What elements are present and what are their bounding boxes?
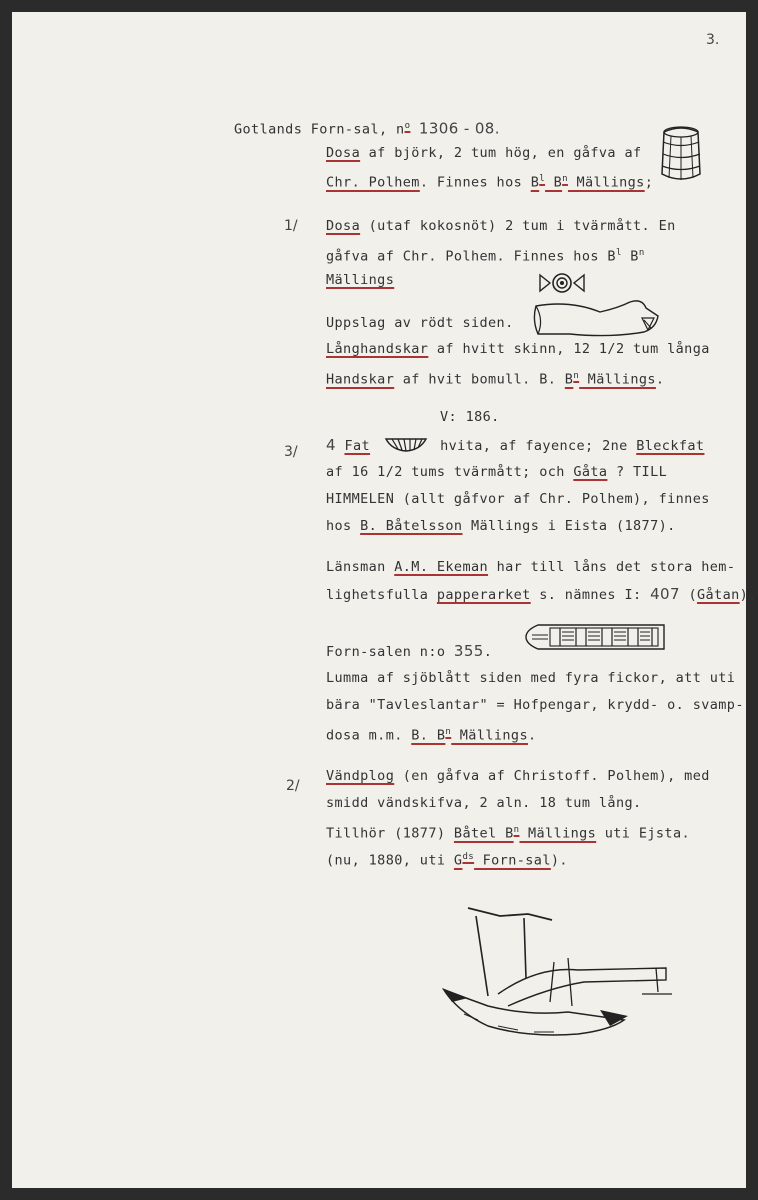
text-line: Vändplog (en gåfva af Christoff. Polhem), med xyxy=(326,768,710,784)
text-line: Chr. Polhem. Finnes hos $B^l$ $B^n$ Mällings; xyxy=(326,174,654,191)
purse-sketch xyxy=(524,622,668,652)
text-line: HIMMELEN (allt gåfvor af Chr. Polhem), finnes xyxy=(326,491,710,507)
catalogue-number: 1306 - 08. xyxy=(418,119,500,138)
barrel-box-sketch xyxy=(658,124,704,184)
item-marker-1: 1/ xyxy=(284,218,298,234)
document-page xyxy=(12,12,757,1188)
text-line: (nu, 1880, uti $G^{ds}$ Forn-sal). xyxy=(326,852,568,869)
item-marker-3: 3/ xyxy=(284,444,298,460)
text-line: Uppslag av rödt siden. xyxy=(326,315,514,331)
text-line: hos B. Båtelsson Mällings i Eista (1877). xyxy=(326,518,676,534)
text-line: Handskar af hvit bomull. B. $B^n$ Mällings. xyxy=(326,371,665,388)
text-line: af 16 1/2 tums tvärmått; och Gåta ? TILL xyxy=(326,464,668,480)
text-line: Långhandskar af hvitt skinn, 12 1/2 tum långa xyxy=(326,341,710,357)
text-line: gåfva af Chr. Polhem. Finnes hos $B^l$ $B^n$ xyxy=(326,248,645,265)
text-line: Mällings xyxy=(326,272,395,288)
bowl-sketch xyxy=(384,436,428,454)
glove-sketch xyxy=(530,298,662,342)
text-line: Dosa af björk, 2 tum hög, en gåfva af xyxy=(326,145,642,161)
text-line: Länsman A.M. Ekeman har till låns det stora hem- xyxy=(326,559,736,575)
text-line: Dosa (utaf kokosnöt) 2 tum i tvärmått. En xyxy=(326,218,676,234)
text-line: dosa m.m. B. $B^n$ Mällings. xyxy=(326,727,537,744)
page-number: 3. xyxy=(706,32,720,48)
text-line: Forn-salen n:o 355. xyxy=(326,642,493,660)
plough-sketch xyxy=(428,902,678,1042)
text-line: Tillhör (1877) Båtel $B^n$ Mällings uti Ejsta. xyxy=(326,825,691,842)
text-line: V: 186. xyxy=(440,409,500,425)
collection-heading: Gotlands Forn-sal, $n^o$ 1306 - 08. xyxy=(234,119,500,138)
item-marker-2: 2/ xyxy=(286,778,300,794)
text-line: 4 Fat hvita, af fayence; 2ne Bleckfat xyxy=(326,436,705,454)
text-line: Lumma af sjöblått siden med fyra fickor, att uti xyxy=(326,670,736,686)
text-line: lighetsfulla papperarket s. nämnes I: 407 (Gåtan). xyxy=(326,585,757,603)
text-line: bära "Tavleslantar" = Hofpengar, krydd- o. svamp- xyxy=(326,697,744,713)
text-line: smidd vändskifva, 2 aln. 18 tum lång. xyxy=(326,795,642,811)
coconut-box-sketch xyxy=(538,270,586,296)
